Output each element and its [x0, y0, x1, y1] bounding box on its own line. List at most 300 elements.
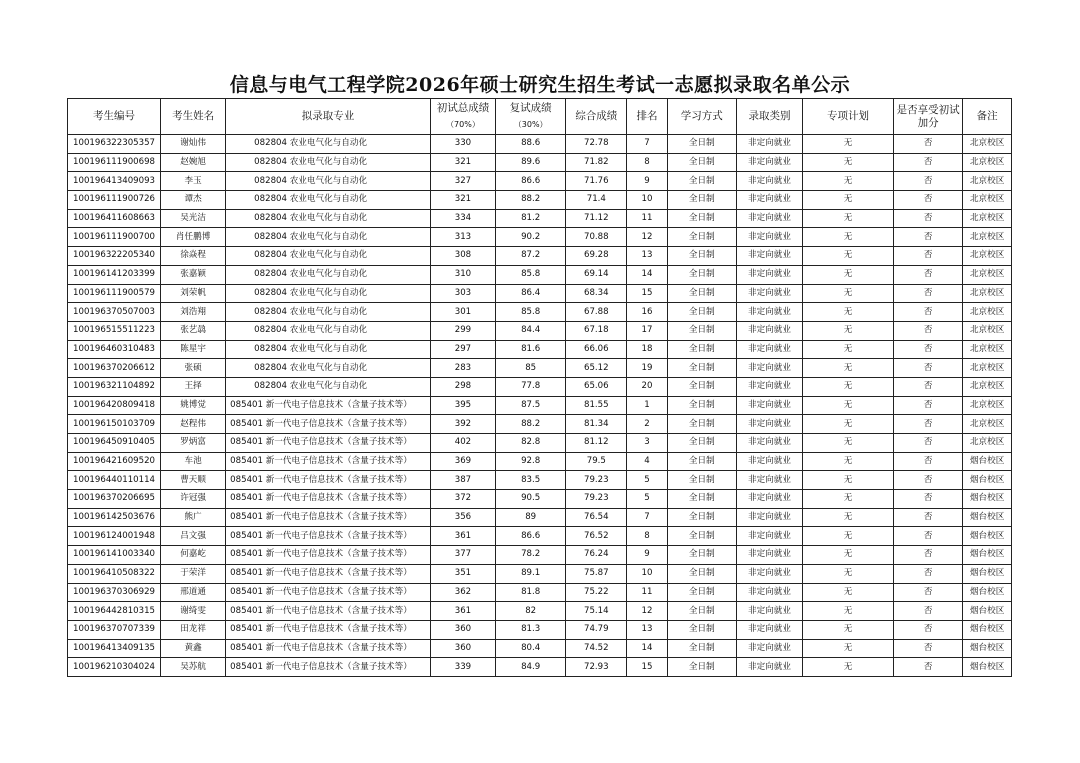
major-text: 085401 新一代电子信息技术（含量子技术等） [230, 399, 412, 410]
cell-initial: 330 [430, 135, 495, 154]
cell-total: 74.52 [566, 639, 627, 658]
cell-total: 74.79 [566, 620, 627, 639]
cell-plan: 无 [803, 452, 894, 471]
cell-category: 非定向就业 [736, 415, 802, 434]
cell-retest: 81.2 [496, 209, 566, 228]
cell-bonus: 否 [894, 228, 963, 247]
cell-id: 100196413409093 [68, 172, 161, 191]
cell-mode: 全日制 [667, 377, 736, 396]
cell-plan: 无 [803, 471, 894, 490]
cell-mode: 全日制 [667, 396, 736, 415]
cell-mode: 全日制 [667, 490, 736, 509]
major-text: 082804 农业电气化与自动化 [254, 343, 368, 354]
cell-name: 张硕 [161, 359, 226, 378]
cell-rank: 11 [627, 583, 667, 602]
cell-total: 71.12 [566, 209, 627, 228]
cell-id: 100196515511223 [68, 321, 161, 340]
cell-rank: 13 [627, 247, 667, 266]
cell-category: 非定向就业 [736, 359, 802, 378]
cell-mode: 全日制 [667, 471, 736, 490]
cell-note: 烟台校区 [963, 490, 1012, 509]
cell-total: 76.54 [566, 508, 627, 527]
cell-id: 100196321104892 [68, 377, 161, 396]
cell-major [226, 321, 431, 340]
cell-retest: 89.1 [496, 564, 566, 583]
major-text: 082804 农业电气化与自动化 [254, 306, 368, 317]
cell-mode: 全日制 [667, 583, 736, 602]
cell-retest: 88.2 [496, 191, 566, 210]
cell-note: 北京校区 [963, 415, 1012, 434]
cell-id: 100196440110114 [68, 471, 161, 490]
cell-bonus: 否 [894, 321, 963, 340]
cell-total: 71.76 [566, 172, 627, 191]
table-row [68, 247, 1012, 266]
cell-major [226, 209, 431, 228]
cell-initial: 372 [430, 490, 495, 509]
cell-initial: 321 [430, 191, 495, 210]
cell-major [226, 471, 431, 490]
table-row [68, 639, 1012, 658]
cell-plan: 无 [803, 490, 894, 509]
major-text: 085401 新一代电子信息技术（含量子技术等） [230, 437, 412, 448]
cell-id: 100196322205340 [68, 247, 161, 266]
table-row [68, 359, 1012, 378]
cell-mode: 全日制 [667, 340, 736, 359]
table-header-row [68, 99, 1012, 135]
cell-rank: 1 [627, 396, 667, 415]
cell-bonus: 否 [894, 527, 963, 546]
cell-name: 吕文强 [161, 527, 226, 546]
cell-rank: 10 [627, 564, 667, 583]
cell-total: 69.14 [566, 265, 627, 284]
cell-name: 张嘉颖 [161, 265, 226, 284]
col-header-mode: 学习方式 [667, 99, 736, 135]
cell-name: 熊广 [161, 508, 226, 527]
cell-initial: 360 [430, 620, 495, 639]
cell-major [226, 265, 431, 284]
cell-mode: 全日制 [667, 153, 736, 172]
cell-name: 罗炳富 [161, 434, 226, 453]
cell-major [226, 153, 431, 172]
cell-major [226, 340, 431, 359]
cell-major [226, 228, 431, 247]
cell-note: 北京校区 [963, 247, 1012, 266]
cell-major [226, 620, 431, 639]
cell-retest: 84.9 [496, 658, 566, 677]
cell-id: 100196111900579 [68, 284, 161, 303]
cell-name: 谭杰 [161, 191, 226, 210]
cell-note: 北京校区 [963, 340, 1012, 359]
table-row [68, 602, 1012, 621]
table-row [68, 209, 1012, 228]
col-header-initial-label: 初试总成绩 [436, 102, 490, 114]
cell-note: 烟台校区 [963, 564, 1012, 583]
cell-mode: 全日制 [667, 564, 736, 583]
cell-rank: 16 [627, 303, 667, 322]
cell-bonus: 否 [894, 153, 963, 172]
cell-major [226, 527, 431, 546]
cell-category: 非定向就业 [736, 172, 802, 191]
cell-major [226, 546, 431, 565]
cell-category: 非定向就业 [736, 602, 802, 621]
cell-category: 非定向就业 [736, 452, 802, 471]
cell-total: 71.4 [566, 191, 627, 210]
cell-mode: 全日制 [667, 359, 736, 378]
cell-category: 非定向就业 [736, 135, 802, 154]
major-text: 085401 新一代电子信息技术（含量子技术等） [230, 661, 412, 672]
cell-bonus: 否 [894, 583, 963, 602]
cell-mode: 全日制 [667, 303, 736, 322]
major-text: 085401 新一代电子信息技术（含量子技术等） [230, 474, 412, 485]
cell-note: 北京校区 [963, 303, 1012, 322]
cell-mode: 全日制 [667, 620, 736, 639]
cell-note: 北京校区 [963, 284, 1012, 303]
cell-plan: 无 [803, 602, 894, 621]
cell-mode: 全日制 [667, 228, 736, 247]
cell-name: 刘浩翔 [161, 303, 226, 322]
cell-total: 72.93 [566, 658, 627, 677]
cell-name: 田龙祥 [161, 620, 226, 639]
cell-initial: 339 [430, 658, 495, 677]
cell-major [226, 377, 431, 396]
cell-category: 非定向就业 [736, 265, 802, 284]
table-row [68, 415, 1012, 434]
cell-total: 76.24 [566, 546, 627, 565]
cell-bonus: 否 [894, 658, 963, 677]
cell-major [226, 359, 431, 378]
cell-mode: 全日制 [667, 284, 736, 303]
cell-total: 79.23 [566, 471, 627, 490]
cell-name: 李玉 [161, 172, 226, 191]
cell-retest: 83.5 [496, 471, 566, 490]
cell-note: 烟台校区 [963, 527, 1012, 546]
cell-retest: 84.4 [496, 321, 566, 340]
cell-name: 谢灿伟 [161, 135, 226, 154]
cell-category: 非定向就业 [736, 471, 802, 490]
col-header-category: 录取类别 [736, 99, 802, 135]
major-text: 082804 农业电气化与自动化 [254, 231, 368, 242]
cell-category: 非定向就业 [736, 658, 802, 677]
cell-initial: 356 [430, 508, 495, 527]
cell-retest: 80.4 [496, 639, 566, 658]
cell-plan: 无 [803, 508, 894, 527]
cell-category: 非定向就业 [736, 546, 802, 565]
cell-plan: 无 [803, 247, 894, 266]
cell-id: 100196420809418 [68, 396, 161, 415]
table-row [68, 508, 1012, 527]
page-title: 信息与电气工程学院2026年硕士研究生招生考试一志愿拟录取名单公示 [229, 74, 851, 96]
cell-initial: 327 [430, 172, 495, 191]
cell-plan: 无 [803, 639, 894, 658]
cell-total: 70.88 [566, 228, 627, 247]
cell-rank: 9 [627, 546, 667, 565]
cell-mode: 全日制 [667, 508, 736, 527]
cell-plan: 无 [803, 377, 894, 396]
table-row [68, 527, 1012, 546]
cell-plan: 无 [803, 172, 894, 191]
cell-bonus: 否 [894, 396, 963, 415]
major-text: 082804 农业电气化与自动化 [254, 362, 368, 373]
cell-note: 烟台校区 [963, 602, 1012, 621]
cell-id: 100196370306929 [68, 583, 161, 602]
cell-plan: 无 [803, 359, 894, 378]
cell-total: 75.14 [566, 602, 627, 621]
cell-category: 非定向就业 [736, 340, 802, 359]
cell-total: 81.55 [566, 396, 627, 415]
cell-category: 非定向就业 [736, 527, 802, 546]
col-header-initial [430, 99, 495, 135]
cell-initial: 351 [430, 564, 495, 583]
cell-initial: 361 [430, 527, 495, 546]
cell-id: 100196370507003 [68, 303, 161, 322]
cell-plan: 无 [803, 209, 894, 228]
cell-mode: 全日制 [667, 191, 736, 210]
cell-note: 北京校区 [963, 209, 1012, 228]
cell-bonus: 否 [894, 359, 963, 378]
cell-retest: 86.6 [496, 527, 566, 546]
cell-major [226, 564, 431, 583]
cell-rank: 10 [627, 191, 667, 210]
cell-note: 北京校区 [963, 359, 1012, 378]
cell-retest: 82.8 [496, 434, 566, 453]
cell-plan: 无 [803, 340, 894, 359]
cell-category: 非定向就业 [736, 303, 802, 322]
col-header-retest-weight: （30%） [513, 120, 548, 129]
cell-name: 肖任鹏博 [161, 228, 226, 247]
cell-category: 非定向就业 [736, 583, 802, 602]
cell-initial: 392 [430, 415, 495, 434]
cell-major [226, 452, 431, 471]
cell-name: 张艺骉 [161, 321, 226, 340]
cell-total: 72.78 [566, 135, 627, 154]
cell-initial: 369 [430, 452, 495, 471]
cell-bonus: 否 [894, 490, 963, 509]
cell-rank: 8 [627, 153, 667, 172]
cell-retest: 87.5 [496, 396, 566, 415]
cell-plan: 无 [803, 153, 894, 172]
cell-name: 黄鑫 [161, 639, 226, 658]
cell-plan: 无 [803, 415, 894, 434]
cell-note: 北京校区 [963, 321, 1012, 340]
major-text: 085401 新一代电子信息技术（含量子技术等） [230, 586, 412, 597]
cell-mode: 全日制 [667, 658, 736, 677]
table-row [68, 546, 1012, 565]
col-header-initial-weight: （70%） [446, 120, 480, 129]
cell-bonus: 否 [894, 247, 963, 266]
cell-category: 非定向就业 [736, 153, 802, 172]
cell-bonus: 否 [894, 564, 963, 583]
cell-bonus: 否 [894, 135, 963, 154]
cell-category: 非定向就业 [736, 209, 802, 228]
cell-retest: 81.6 [496, 340, 566, 359]
cell-note: 烟台校区 [963, 546, 1012, 565]
cell-major [226, 602, 431, 621]
cell-id: 100196124001948 [68, 527, 161, 546]
major-text: 082804 农业电气化与自动化 [254, 213, 368, 224]
cell-category: 非定向就业 [736, 396, 802, 415]
major-text: 082804 农业电气化与自动化 [254, 175, 368, 186]
cell-mode: 全日制 [667, 247, 736, 266]
cell-name: 邢道通 [161, 583, 226, 602]
cell-major [226, 135, 431, 154]
cell-initial: 334 [430, 209, 495, 228]
cell-initial: 283 [430, 359, 495, 378]
cell-total: 81.34 [566, 415, 627, 434]
cell-id: 100196411608663 [68, 209, 161, 228]
cell-id: 100196450910405 [68, 434, 161, 453]
table-row [68, 172, 1012, 191]
cell-bonus: 否 [894, 471, 963, 490]
cell-mode: 全日制 [667, 265, 736, 284]
col-header-bonus: 是否享受初试加分 [894, 99, 963, 135]
table-row [68, 191, 1012, 210]
table-body [68, 135, 1012, 677]
cell-note: 北京校区 [963, 228, 1012, 247]
cell-initial: 377 [430, 546, 495, 565]
cell-name: 徐焱程 [161, 247, 226, 266]
cell-retest: 87.2 [496, 247, 566, 266]
cell-retest: 81.8 [496, 583, 566, 602]
cell-bonus: 否 [894, 191, 963, 210]
cell-total: 76.52 [566, 527, 627, 546]
cell-total: 67.88 [566, 303, 627, 322]
major-text: 085401 新一代电子信息技术（含量子技术等） [230, 605, 412, 616]
cell-bonus: 否 [894, 639, 963, 658]
cell-retest: 88.2 [496, 415, 566, 434]
cell-rank: 7 [627, 508, 667, 527]
table-row [68, 658, 1012, 677]
cell-id: 100196210304024 [68, 658, 161, 677]
cell-mode: 全日制 [667, 546, 736, 565]
cell-rank: 7 [627, 135, 667, 154]
cell-rank: 18 [627, 340, 667, 359]
cell-name: 王择 [161, 377, 226, 396]
cell-rank: 12 [627, 228, 667, 247]
cell-bonus: 否 [894, 265, 963, 284]
cell-note: 北京校区 [963, 434, 1012, 453]
cell-name: 吴光洁 [161, 209, 226, 228]
cell-category: 非定向就业 [736, 490, 802, 509]
cell-major [226, 247, 431, 266]
cell-name: 刘荣帆 [161, 284, 226, 303]
major-text: 085401 新一代电子信息技术（含量子技术等） [230, 512, 412, 523]
cell-retest: 90.5 [496, 490, 566, 509]
cell-id: 100196111900700 [68, 228, 161, 247]
table-row [68, 452, 1012, 471]
cell-name: 曹天顺 [161, 471, 226, 490]
major-text: 085401 新一代电子信息技术（含量子技术等） [230, 456, 412, 467]
cell-retest: 81.3 [496, 620, 566, 639]
cell-bonus: 否 [894, 602, 963, 621]
cell-initial: 360 [430, 639, 495, 658]
major-text: 085401 新一代电子信息技术（含量子技术等） [230, 642, 412, 653]
cell-plan: 无 [803, 284, 894, 303]
cell-retest: 90.2 [496, 228, 566, 247]
cell-rank: 20 [627, 377, 667, 396]
cell-plan: 无 [803, 620, 894, 639]
major-text: 085401 新一代电子信息技术（含量子技术等） [230, 549, 412, 560]
cell-plan: 无 [803, 396, 894, 415]
cell-bonus: 否 [894, 377, 963, 396]
cell-plan: 无 [803, 434, 894, 453]
cell-initial: 310 [430, 265, 495, 284]
table-row [68, 153, 1012, 172]
major-text: 082804 农业电气化与自动化 [254, 157, 368, 168]
cell-bonus: 否 [894, 452, 963, 471]
cell-plan: 无 [803, 658, 894, 677]
cell-note: 烟台校区 [963, 639, 1012, 658]
cell-category: 非定向就业 [736, 620, 802, 639]
cell-total: 71.82 [566, 153, 627, 172]
cell-major [226, 191, 431, 210]
cell-total: 75.22 [566, 583, 627, 602]
cell-mode: 全日制 [667, 434, 736, 453]
table-row [68, 377, 1012, 396]
cell-retest: 85 [496, 359, 566, 378]
cell-plan: 无 [803, 135, 894, 154]
cell-retest: 92.8 [496, 452, 566, 471]
cell-initial: 313 [430, 228, 495, 247]
cell-mode: 全日制 [667, 602, 736, 621]
cell-bonus: 否 [894, 434, 963, 453]
cell-note: 烟台校区 [963, 471, 1012, 490]
col-header-note: 备注 [963, 99, 1012, 135]
cell-plan: 无 [803, 303, 894, 322]
cell-retest: 89.6 [496, 153, 566, 172]
cell-total: 65.06 [566, 377, 627, 396]
cell-note: 烟台校区 [963, 452, 1012, 471]
cell-plan: 无 [803, 265, 894, 284]
cell-id: 100196111900726 [68, 191, 161, 210]
cell-rank: 15 [627, 284, 667, 303]
cell-major [226, 490, 431, 509]
cell-total: 67.18 [566, 321, 627, 340]
col-header-retest [496, 99, 566, 135]
admission-table [67, 98, 1012, 677]
col-header-rank: 排名 [627, 99, 667, 135]
cell-rank: 4 [627, 452, 667, 471]
cell-bonus: 否 [894, 340, 963, 359]
cell-note: 烟台校区 [963, 508, 1012, 527]
cell-id: 100196442810315 [68, 602, 161, 621]
cell-rank: 5 [627, 490, 667, 509]
cell-category: 非定向就业 [736, 228, 802, 247]
cell-note: 北京校区 [963, 191, 1012, 210]
cell-major [226, 508, 431, 527]
cell-major [226, 434, 431, 453]
cell-name: 许冠强 [161, 490, 226, 509]
cell-id: 100196370206612 [68, 359, 161, 378]
cell-plan: 无 [803, 228, 894, 247]
cell-rank: 2 [627, 415, 667, 434]
cell-bonus: 否 [894, 284, 963, 303]
cell-initial: 362 [430, 583, 495, 602]
cell-id: 100196142503676 [68, 508, 161, 527]
cell-category: 非定向就业 [736, 191, 802, 210]
cell-category: 非定向就业 [736, 377, 802, 396]
cell-name: 于荣洋 [161, 564, 226, 583]
major-text: 082804 农业电气化与自动化 [254, 269, 368, 280]
cell-category: 非定向就业 [736, 508, 802, 527]
cell-rank: 14 [627, 265, 667, 284]
cell-category: 非定向就业 [736, 321, 802, 340]
cell-category: 非定向就业 [736, 564, 802, 583]
cell-name: 车池 [161, 452, 226, 471]
cell-name: 谢绮雯 [161, 602, 226, 621]
cell-category: 非定向就业 [736, 284, 802, 303]
cell-note: 烟台校区 [963, 583, 1012, 602]
table-row [68, 135, 1012, 154]
